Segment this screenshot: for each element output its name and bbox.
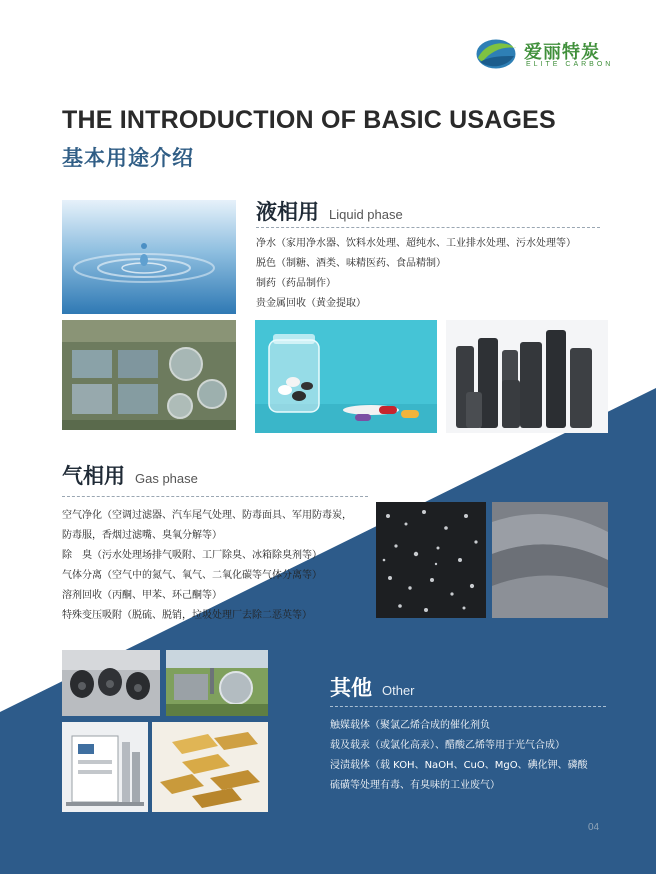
- list-item: 特殊变压吸附（脱硫、脱销，垃圾处理厂去除二恶英等）: [62, 610, 312, 621]
- page-title: THE INTRODUCTION OF BASIC USAGES: [62, 106, 556, 134]
- liquid-phase-list: [256, 234, 576, 314]
- list-item: 脱色（制糖、酒类、味精医药、食品精制）: [256, 258, 446, 269]
- list-item: 硫磺等处理有毒、有臭味的工业废气）: [330, 780, 500, 791]
- list-item: 防毒服，香烟过滤嘴、臭氧分解等）: [62, 530, 222, 541]
- other-divider: [330, 706, 606, 707]
- list-item: 浸渍载体（载 KOH、NaOH、CuO、MgO、碘化钾、磷酸: [330, 760, 588, 771]
- list-item: 除 臭（污水处理场排气吸附、工厂除臭、冰箱除臭剂等）: [62, 550, 322, 561]
- other-list: [330, 716, 588, 796]
- page-subtitle: 基本用途介绍: [62, 146, 194, 170]
- carbon-granules-photo: [376, 502, 486, 618]
- liquid-phase-divider: [256, 227, 600, 228]
- filtration-equipment-photo: [62, 722, 148, 812]
- gas-phase-heading: [62, 460, 198, 490]
- gas-phase-title-en: Gas phase: [135, 471, 198, 486]
- list-item: 净水（家用净水器、饮料水处理、超纯水、工业排水处理、污水处理等）: [256, 238, 576, 249]
- gas-mask-photo: [62, 650, 160, 716]
- liquid-phase-heading: [256, 196, 403, 226]
- liquid-phase-title-en: Liquid phase: [329, 207, 403, 222]
- gold-bars-photo: [152, 722, 268, 812]
- other-heading: [330, 672, 415, 702]
- gas-phase-title-cn: 气相用: [62, 464, 125, 488]
- brand-logo: [474, 34, 614, 74]
- water-treatment-plant-photo: [62, 320, 236, 430]
- brand-name-cn: 爱丽特炭: [524, 42, 600, 63]
- leaf-logo-icon: [474, 34, 518, 74]
- gas-phase-divider: [62, 496, 368, 497]
- water-drop-photo: [62, 200, 236, 314]
- list-item: 气体分离（空气中的氮气、氧气、二氧化碳等气体分离等）: [62, 570, 322, 581]
- page-number: 04: [588, 822, 600, 833]
- list-item: 空气净化（空调过滤器、汽车尾气处理、防毒面具、军用防毒炭，: [62, 510, 352, 521]
- brand-name-en: ELITE CARBON: [526, 61, 614, 68]
- list-item: 触媒载体（聚氯乙烯合成的催化剂负: [330, 720, 490, 731]
- gas-phase-list: [62, 506, 352, 626]
- carbon-fiber-felt-photo: [492, 502, 608, 618]
- liquid-phase-title-cn: 液相用: [256, 200, 319, 224]
- other-title-en: Other: [382, 683, 415, 698]
- list-item: 贵金属回收（黄金提取）: [256, 298, 366, 309]
- carbon-rods-photo: [446, 320, 608, 433]
- medicine-pills-photo: [255, 320, 437, 433]
- list-item: 制药（药品制作）: [256, 278, 336, 289]
- list-item: 载及载汞（或氯化高汞）、醋酸乙烯等用于光气合成）: [330, 740, 565, 751]
- other-title-cn: 其他: [330, 676, 372, 700]
- list-item: 溶剂回收（丙酮、甲苯、环己酮等）: [62, 590, 222, 601]
- industrial-plant-photo: [166, 650, 268, 716]
